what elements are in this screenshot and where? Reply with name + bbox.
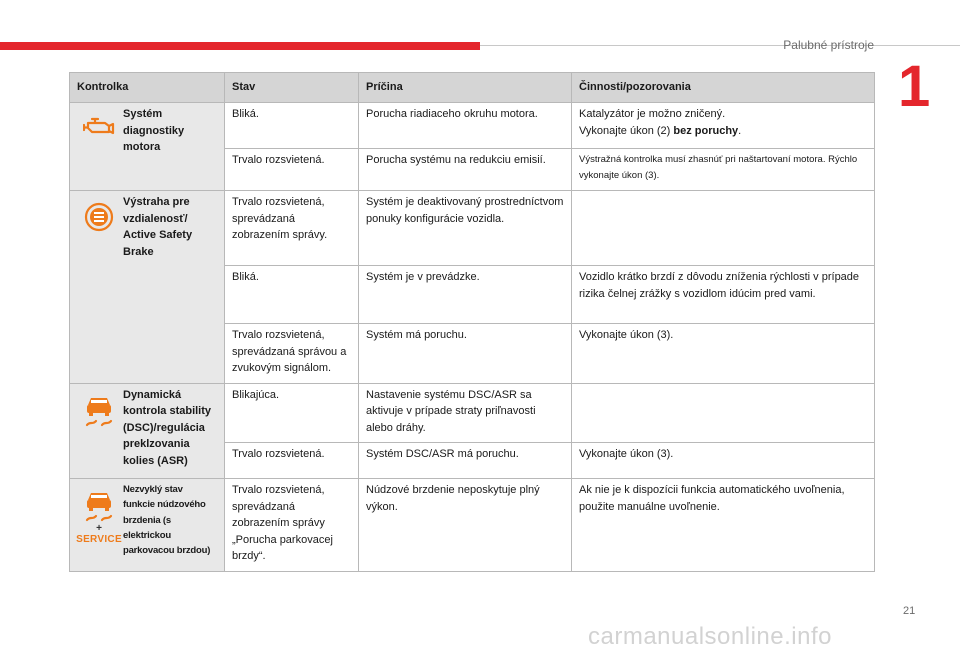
table-row	[70, 383, 875, 443]
indicator-cell-safety-brake	[70, 191, 225, 384]
cause-cell: Systém DSC/ASR má poruchu.	[359, 443, 572, 479]
action-cell: Výstražná kontrolka musí zhasnúť pri naštartovaní motora. Rýchlo vykonajte úkon (3).	[572, 149, 875, 191]
indicator-name: Výstraha pre vzdialenosť/ Active Safety Brake	[123, 196, 193, 258]
indicator-cell-emergency-braking	[70, 479, 225, 572]
stability-control-icon	[84, 395, 114, 427]
state-cell: Trvalo rozsvietená, sprevádzaná zobrazením správy.	[225, 191, 359, 266]
column-header-indicator: Kontrolka	[70, 73, 225, 103]
chapter-number: 1	[898, 54, 931, 119]
table-row	[70, 479, 875, 572]
indicator-name: Systém diagnostiky motora	[123, 108, 185, 153]
cause-cell: Systém má poruchu.	[359, 324, 572, 384]
action-text: Katalyzátor je možno zničený.	[579, 108, 726, 120]
engine-check-icon	[83, 114, 115, 136]
cause-cell: Núdzové brzdenie neposkytuje plný výkon.	[359, 479, 572, 572]
state-cell: Trvalo rozsvietená, sprevádzaná zobrazením správy „Porucha parkovacej brzdy“.	[225, 479, 359, 572]
indicator-name: Nezvyklý stav funkcie núdzového brzdenia (s elektrickou parkovacou brzdou)	[123, 484, 211, 557]
action-emphasis: bez poruchy	[673, 124, 739, 137]
indicator-name: Dynamická kontrola stability (DSC)/regulácia preklzovania kolies (ASR)	[123, 388, 212, 467]
table-row	[70, 191, 875, 266]
stability-control-icon	[84, 490, 114, 522]
state-cell: Trvalo rozsvietená.	[225, 149, 359, 191]
header-accent-bar	[0, 42, 480, 50]
state-cell: Trvalo rozsvietená, sprevádzaná správou a zvukovým signálom.	[225, 324, 359, 384]
column-header-state: Stav	[225, 73, 359, 103]
cause-cell: Porucha riadiaceho okruhu motora.	[359, 103, 572, 149]
action-cell: Vozidlo krátko brzdí z dôvodu zníženia rýchlosti v prípade rizika čelnej zrážky s vozidlom idúcim pred vami.	[572, 266, 875, 324]
column-header-action: Činnosti/pozorovania	[572, 73, 875, 103]
cause-cell: Systém je v prevádzke.	[359, 266, 572, 324]
state-cell: Bliká.	[225, 266, 359, 324]
action-cell	[572, 383, 875, 443]
header-divider	[480, 45, 960, 46]
collision-warning-icon	[83, 202, 115, 232]
page-number: 21	[903, 605, 916, 617]
watermark: carmanualsonline.info	[588, 623, 832, 650]
action-text: Vykonajte úkon (2)	[579, 124, 674, 137]
table-row	[70, 103, 875, 149]
action-cell	[572, 191, 875, 266]
cause-cell: Nastavenie systému DSC/ASR sa aktivuje v prípade straty priľnavosti alebo dráhy.	[359, 383, 572, 443]
cause-cell: Systém je deaktivovaný prostredníctvom ponuky konfigurácie vozidla.	[359, 191, 572, 266]
service-indicator-label: SERVICE	[76, 534, 122, 546]
column-header-cause: Príčina	[359, 73, 572, 103]
state-cell: Blikajúca.	[225, 383, 359, 443]
action-cell: Vykonajte úkon (3).	[572, 324, 875, 384]
action-text: .	[738, 124, 742, 137]
state-cell: Bliká.	[225, 103, 359, 149]
action-cell: Vykonajte úkon (3).	[572, 443, 875, 479]
indicator-cell-engine	[70, 103, 225, 191]
warning-lights-table	[69, 72, 875, 572]
cause-cell: Porucha systému na redukciu emisií.	[359, 149, 572, 191]
table-header-row	[70, 73, 875, 103]
action-cell	[572, 103, 875, 149]
section-title: Palubné prístroje	[783, 38, 874, 52]
indicator-cell-dsc-asr	[70, 383, 225, 479]
plus-sign: +	[96, 523, 102, 535]
state-cell: Trvalo rozsvietená.	[225, 443, 359, 479]
action-cell: Ak nie je k dispozícii funkcia automatického uvoľnenia, použite manuálne uvoľnenie.	[572, 479, 875, 572]
